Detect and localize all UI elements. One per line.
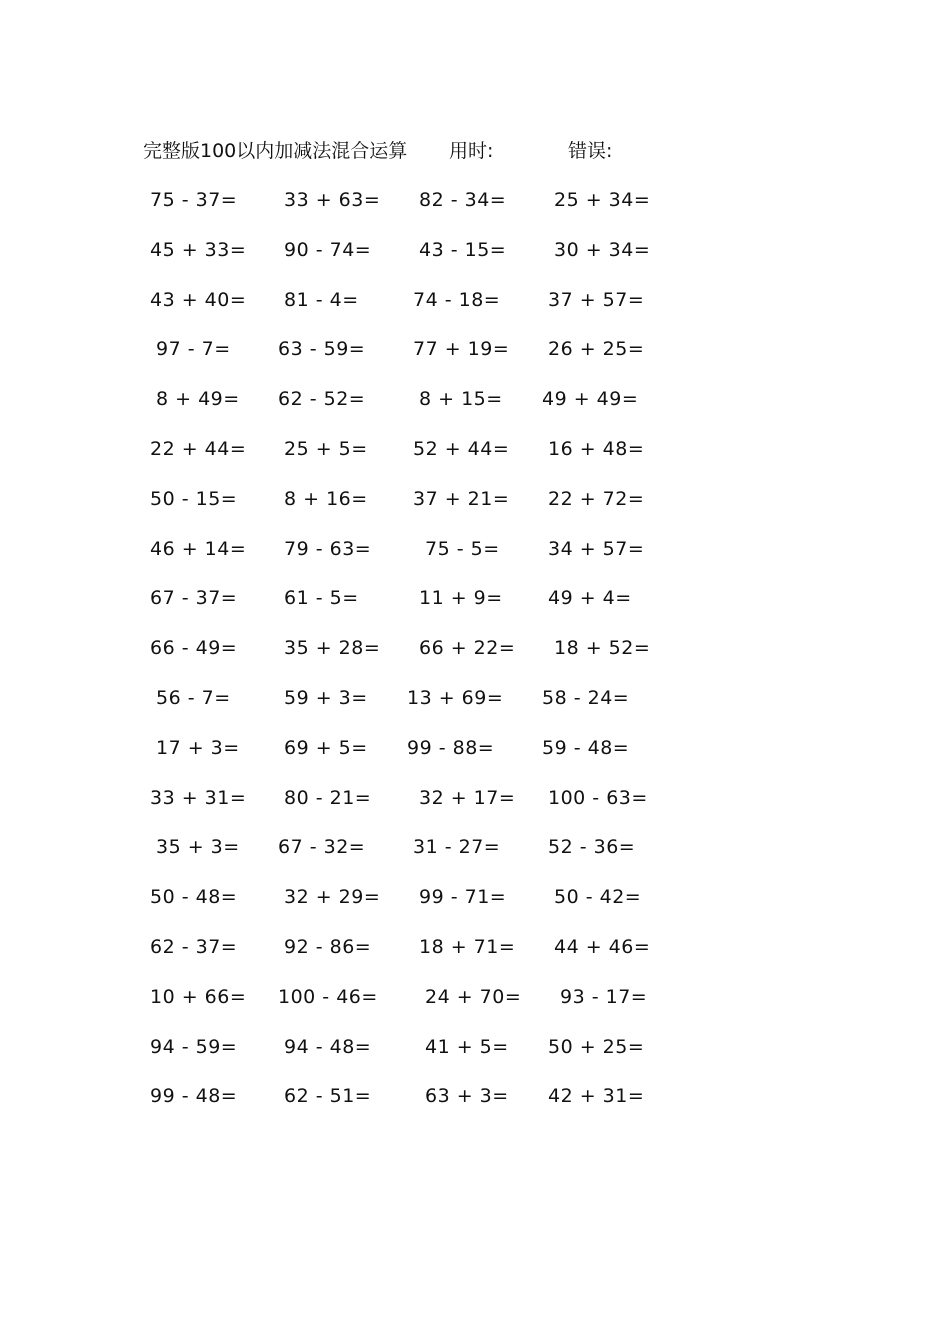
problem-item: 92 - 86= xyxy=(284,935,372,958)
problem-row xyxy=(140,335,680,385)
problem-item: 56 - 7= xyxy=(156,686,231,709)
problem-item: 62 - 52= xyxy=(278,388,366,411)
problem-item: 100 - 46= xyxy=(278,985,378,1008)
problem-item: 18 + 52= xyxy=(554,637,651,660)
problem-item: 16 + 48= xyxy=(548,437,645,460)
problem-item: 25 + 34= xyxy=(554,189,651,211)
problem-item: 31 - 27= xyxy=(413,836,501,859)
problem-row xyxy=(140,933,680,983)
problem-item: 59 - 48= xyxy=(542,736,630,759)
problem-item: 37 + 21= xyxy=(413,487,510,510)
problem-item: 66 - 49= xyxy=(150,637,238,660)
problem-item: 22 + 44= xyxy=(150,437,247,460)
problem-item: 44 + 46= xyxy=(554,935,651,958)
problem-item: 33 + 63= xyxy=(284,189,381,211)
problem-item: 100 - 63= xyxy=(548,786,648,809)
worksheet-title: 完整版100以内加减法混合运算 xyxy=(143,140,408,162)
problem-item: 30 + 34= xyxy=(554,238,651,261)
problem-item: 58 - 24= xyxy=(542,686,630,709)
problem-item: 63 - 59= xyxy=(278,338,366,361)
problem-item: 50 - 15= xyxy=(150,487,238,510)
problem-item: 61 - 5= xyxy=(284,587,359,610)
errors-label: 错误: xyxy=(568,140,613,162)
problem-item: 17 + 3= xyxy=(156,736,240,759)
problem-item: 81 - 4= xyxy=(284,288,359,311)
problem-item: 32 + 29= xyxy=(284,886,381,909)
problem-item: 52 - 36= xyxy=(548,836,636,859)
problem-item: 63 + 3= xyxy=(425,1085,509,1108)
time-label: 用时: xyxy=(449,140,494,162)
problem-row xyxy=(140,584,680,634)
problem-item: 43 - 15= xyxy=(419,238,507,261)
problem-item: 8 + 49= xyxy=(156,388,240,411)
problem-item: 11 + 9= xyxy=(419,587,503,610)
problem-item: 82 - 34= xyxy=(419,189,507,211)
problem-item: 90 - 74= xyxy=(284,238,372,261)
problem-item: 62 - 37= xyxy=(150,935,238,958)
problem-item: 50 - 42= xyxy=(554,886,642,909)
problem-item: 35 + 3= xyxy=(156,836,240,859)
problem-item: 8 + 15= xyxy=(419,388,503,411)
problem-item: 75 - 37= xyxy=(150,189,238,211)
problem-item: 10 + 66= xyxy=(150,985,247,1008)
problem-item: 50 - 48= xyxy=(150,886,238,909)
problem-item: 80 - 21= xyxy=(284,786,372,809)
problem-item: 77 + 19= xyxy=(413,338,510,361)
problem-item: 45 + 33= xyxy=(150,238,247,261)
problem-item: 99 - 71= xyxy=(419,886,507,909)
problem-row xyxy=(140,1082,680,1132)
problem-row xyxy=(140,385,680,435)
problem-item: 33 + 31= xyxy=(150,786,247,809)
problem-item: 18 + 71= xyxy=(419,935,516,958)
problem-item: 79 - 63= xyxy=(284,537,372,560)
problem-row xyxy=(140,485,680,535)
problem-item: 99 - 88= xyxy=(407,736,495,759)
problem-row xyxy=(140,1033,680,1083)
problem-item: 13 + 69= xyxy=(407,686,504,709)
problem-item: 43 + 40= xyxy=(150,288,247,311)
problem-row xyxy=(140,535,680,585)
problem-item: 67 - 32= xyxy=(278,836,366,859)
problem-item: 99 - 48= xyxy=(150,1085,238,1108)
problem-grid xyxy=(140,186,680,1132)
problem-item: 75 - 5= xyxy=(425,537,500,560)
problem-row xyxy=(140,734,680,784)
problem-item: 49 + 4= xyxy=(548,587,632,610)
problem-row xyxy=(140,634,680,684)
problem-row xyxy=(140,186,680,236)
problem-item: 74 - 18= xyxy=(413,288,501,311)
problem-item: 8 + 16= xyxy=(284,487,368,510)
problem-item: 35 + 28= xyxy=(284,637,381,660)
problem-item: 67 - 37= xyxy=(150,587,238,610)
problem-item: 50 + 25= xyxy=(548,1035,645,1058)
problem-item: 37 + 57= xyxy=(548,288,645,311)
worksheet-header xyxy=(143,137,703,165)
problem-item: 49 + 49= xyxy=(542,388,639,411)
problem-item: 52 + 44= xyxy=(413,437,510,460)
problem-row xyxy=(140,286,680,336)
problem-row xyxy=(140,983,680,1033)
problem-item: 97 - 7= xyxy=(156,338,231,361)
problem-item: 94 - 59= xyxy=(150,1035,238,1058)
problem-row xyxy=(140,833,680,883)
problem-row xyxy=(140,236,680,286)
problem-item: 59 + 3= xyxy=(284,686,368,709)
problem-row xyxy=(140,435,680,485)
problem-item: 94 - 48= xyxy=(284,1035,372,1058)
problem-item: 46 + 14= xyxy=(150,537,247,560)
problem-item: 26 + 25= xyxy=(548,338,645,361)
problem-item: 42 + 31= xyxy=(548,1085,645,1108)
problem-item: 62 - 51= xyxy=(284,1085,372,1108)
problem-item: 22 + 72= xyxy=(548,487,645,510)
problem-row xyxy=(140,784,680,834)
problem-item: 66 + 22= xyxy=(419,637,516,660)
problem-item: 25 + 5= xyxy=(284,437,368,460)
problem-item: 93 - 17= xyxy=(560,985,648,1008)
problem-item: 24 + 70= xyxy=(425,985,522,1008)
problem-item: 34 + 57= xyxy=(548,537,645,560)
problem-item: 69 + 5= xyxy=(284,736,368,759)
problem-row xyxy=(140,883,680,933)
problem-row xyxy=(140,684,680,734)
problem-item: 32 + 17= xyxy=(419,786,516,809)
problem-item: 41 + 5= xyxy=(425,1035,509,1058)
